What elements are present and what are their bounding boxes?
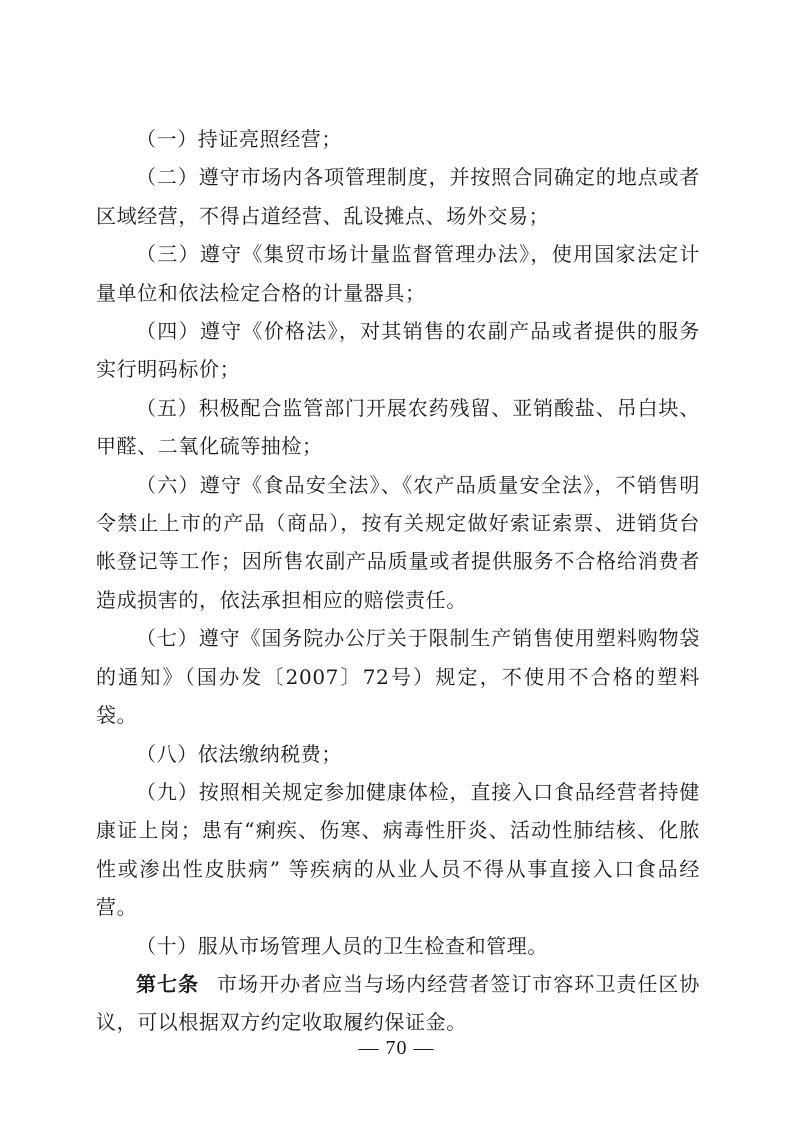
clause-5: （五）积极配合监管部门开展农药残留、亚销酸盐、吊白块、甲醛、二氧化硫等抽检； (96, 395, 700, 459)
clause-4: （四）遵守《价格法》，对其销售的农副产品或者提供的服务实行明码标价； (96, 319, 700, 382)
page-number: — 70 — (358, 1037, 435, 1059)
document-body (96, 120, 700, 1042)
clause-6: （六）遵守《食品安全法》、《农产品质量安全法》，不销售明令禁止上市的产品（商品），按有关规定做好索证索票、进销货台帐登记等工作；因所售农副产品质量或者提供服务不合格给消费者造成损害的，依法承担相应的赔偿责任。 (96, 472, 700, 612)
clause-2: （二）遵守市场内各项管理制度，并按照合同确定的地点或者区域经营，不得占道经营、乱设摊点、场外交易； (96, 165, 700, 228)
clause-3: （三）遵守《集贸市场计量监督管理办法》，使用国家法定计量单位和依法检定合格的计量器具； (96, 242, 700, 305)
article-text: 市场开办者应当与场内经营者签订市容环卫责任区协议，可以根据双方约定收取履约保证金。 (96, 971, 700, 1035)
clause-1: （一）持证亮照经营； (136, 127, 342, 151)
clause-9: （九）按照相关规定参加健康体检，直接入口食品经营者持健康证上岗；患有“痢疾、伤寒、病毒性肝炎、活动性肺结核、化脓性或渗出性皮肤病” 等疾病的从业人员不得从事直接入口食品经营。 (96, 779, 700, 920)
clause-8: （八）依法缴纳税费； (136, 741, 342, 766)
article-7 (96, 965, 700, 1042)
clause-7: （七）遵守《国务院办公厅关于限制生产销售使用塑料购物袋的通知》（国办发〔2007〕72号）规定，不使用不合格的塑料袋。 (96, 626, 700, 728)
article-label: 第七条 (136, 971, 200, 996)
clause-10: （十）服从市场管理人员的卫生检查和管理。 (136, 933, 548, 958)
